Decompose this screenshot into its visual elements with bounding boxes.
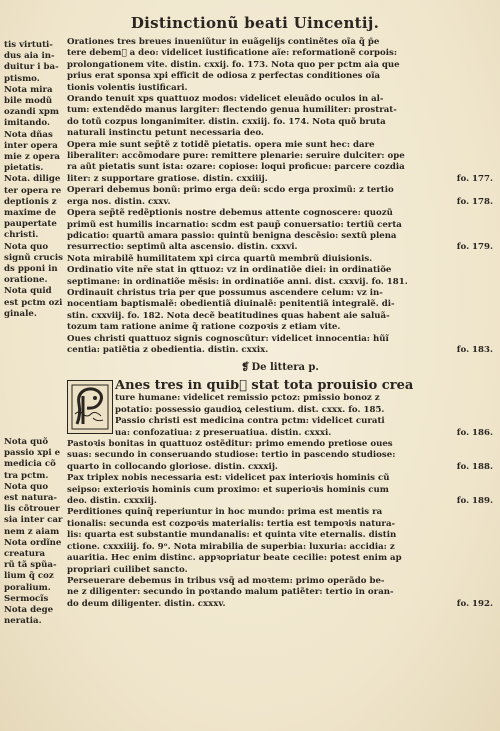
section-heading: [67, 362, 493, 373]
top-line: [67, 197, 493, 208]
top-line: [67, 231, 493, 242]
line-text: Perseuerare debemus in tribus vsq̃ ad moꝛtem: primo operãdo be-: [67, 575, 385, 586]
line-text: Perditiones quinq̃ reperiuntur in hoc mundo: prima est mentis ra: [67, 507, 383, 518]
top-line: [67, 71, 493, 82]
top-line: [67, 117, 493, 128]
bottom-line: [67, 439, 493, 450]
line-text: lis: quarta est substantie mundanalis: et quinta vite eternalis. distin: [67, 530, 397, 541]
line-text: quarto in collocando gloriose. distin. cxxxij.: [67, 461, 278, 472]
margin-note: ozandi xpm: [4, 107, 59, 118]
line-text: tionalis: secunda est cozpoꝛis materialis: tertia est tempoꝛis natura-: [67, 518, 396, 529]
line-text: Pax triplex nobis necessaria est: videlicet pax interioꝛis hominis cũ: [67, 473, 390, 484]
line-text: Pastoꝛis bonitas in quattuoz ostẽditur: primo emendo pretiose oues: [67, 439, 393, 450]
bottom-line: [67, 507, 493, 518]
top-line: [67, 105, 493, 116]
folio-reference: fo. 189.: [456, 496, 493, 507]
ornament-icon: [71, 384, 109, 430]
margin-note: Sermocĩs: [4, 593, 49, 604]
top-line: [67, 288, 493, 299]
line-text: tozum tam ratione anime q̃ ratione cozpoꝛis z etiam vite.: [67, 322, 341, 333]
margin-note: signũ crucis: [4, 252, 63, 263]
margin-note: mie z opera: [4, 152, 60, 163]
margin-note: creatura: [4, 549, 46, 560]
margin-note: Nota dege: [4, 605, 54, 616]
line-text: tum: extendẽdo manus largiter: flectendo genua humiliter: prostrat-: [67, 105, 397, 116]
line-text: ra aũt pietatis sunt ista: ozare: copiose: loqui proficue: parcere cozdia: [67, 162, 405, 173]
margin-note: Nota quo: [4, 241, 49, 252]
top-line: [67, 94, 493, 105]
folio-reference: fo. 179.: [456, 242, 493, 253]
bottom-line: [67, 428, 493, 439]
top-line: [67, 151, 493, 162]
line-text: Nota mirabilẽ humilitatem xpi circa quartũ membrũ diuisionis.: [67, 253, 373, 264]
line-text: Anes tres in quib᷑ stat tota prouisio crea: [115, 380, 414, 393]
decorated-initial-p: [67, 380, 113, 434]
margin-note: medicia cõ: [4, 459, 56, 470]
line-text: Oues christi quattuoz signis cognoscũtur: videlicet innocentia: hũĩ: [67, 333, 389, 344]
margin-note: ter opera re: [4, 185, 62, 196]
bottom-line: [67, 405, 493, 416]
margin-note: christi.: [4, 230, 39, 241]
margin-note: Nota mira: [4, 84, 53, 95]
margin-note: maxime de: [4, 208, 57, 219]
line-text: tere debem᷑ a deo: videlicet iustificatione aĩe: reformationẽ corpois:: [67, 48, 398, 59]
line-text: propriari cuilibet sancto.: [67, 564, 188, 575]
margin-note: pietatis.: [4, 163, 44, 174]
line-text: Orationes tres breues inueniũtur in euãgelijs continẽtes oĩa q̃ p̄e: [67, 37, 380, 47]
line-text: do totũ cozpus longanimiter. distin. cxxiij. fo. 174. Nota quõ bruta: [67, 116, 386, 127]
margin-note: paupertate: [4, 219, 57, 230]
bottom-line: [67, 519, 493, 530]
top-line: [67, 242, 493, 253]
top-line: [67, 345, 493, 356]
line-text: ne z diligenter: secundo in poꝛtando malum patiẽter: tertio in oran-: [67, 587, 394, 598]
line-text: stin. cxxviij. fo. 182. Nota decẽ beatitudines quas habent aie saluã-: [67, 310, 390, 321]
margin-note: est pctm ozi: [4, 297, 63, 308]
body-text-bottom: [67, 380, 493, 610]
folio-reference: fo. 186.: [456, 427, 493, 438]
margin-note: est natura-: [4, 493, 57, 504]
top-line: [67, 174, 493, 185]
bottom-line: [67, 462, 493, 473]
margin-note: tra pctm.: [4, 470, 49, 481]
margin-note: duitur i ba-: [4, 62, 59, 73]
folio-reference: fo. 192.: [456, 598, 493, 609]
line-text: nocentiam baptismalẽ: obedientiã diuinalẽ: penitentiã integralẽ. di-: [67, 299, 395, 310]
top-line: [67, 128, 493, 139]
pilcrow-icon: ❡: [241, 362, 250, 373]
top-line: [67, 60, 493, 71]
section-heading-text: De littera p.: [251, 362, 319, 373]
folio-reference: fo. 188.: [456, 461, 493, 472]
margin-note: imitando.: [4, 118, 50, 129]
top-line: [67, 265, 493, 276]
section-heading-wrap: [67, 358, 493, 377]
bottom-line: [67, 553, 493, 564]
margin-note: lis cõtrouer: [4, 504, 60, 515]
line-text: tionis volentis iustificari.: [67, 82, 188, 93]
folio-reference: fo. 177.: [456, 173, 493, 184]
margin-note: Nota dñas: [4, 129, 53, 140]
top-line: [67, 208, 493, 219]
line-text: Ordinauit christus tria per que possumus ascendere celum: vz in-: [67, 287, 383, 298]
bottom-line: [67, 496, 493, 507]
margin-note: tis virtuti-: [4, 40, 53, 50]
line-text: pdicatio: quartũ amara passio: quintũ benigna descẽsio: sextũ plena: [67, 230, 397, 241]
margin-note: neratia.: [4, 616, 42, 627]
margin-note: Nota. dilige: [4, 174, 61, 185]
line-text: deo. distin. cxxxiij.: [67, 496, 157, 507]
line-text: potatio: possessio gaudioꝝ celestium. dist. cxxx. fo. 185.: [115, 404, 385, 415]
line-text: ture humane: videlicet remissio pctoz: pmissio bonoz z: [115, 393, 380, 404]
line-text: resurrectio: septimũ alta ascensio. distin. cxxvi.: [67, 242, 298, 253]
margin-note: Nota quõ: [4, 437, 49, 447]
line-text: Opera mie sunt sep̃tẽ z totidẽ pietatis. opera mie sunt hec: dare: [67, 139, 375, 150]
margin-note: nem z aiam: [4, 526, 60, 537]
top-line: [67, 83, 493, 94]
bottom-line: [67, 450, 493, 461]
line-text: suas: secundo in conseruando studiose: tertio in pascendo studiose:: [67, 450, 396, 461]
margin-notes-bottom: [4, 437, 64, 627]
margin-note: deptionis z: [4, 196, 57, 207]
bottom-line: [67, 530, 493, 541]
top-line: [67, 322, 493, 333]
bottom-line: [67, 380, 493, 393]
line-text: prius erat sponsa xpi efficit̃ de odiosa z perfectas conditiones oĩa: [67, 71, 381, 82]
line-text: ctione. cxxxiiij. fo. 9ᵒ. Nota mirabilia de superbia: luxuria: accidia: z: [67, 541, 395, 552]
line-text: Ordinatio vite nr̃e stat in qttuoz: vz in ordinatiõe diei: in ordinatiõe: [67, 265, 392, 276]
margin-note: Nota ordĩne: [4, 537, 62, 548]
line-text: prolongationem vite. distin. cxxij. fo. 173. Nota quo per pctm aia que: [67, 59, 400, 70]
line-text: seipso: exterioꝛis hominis cum proximo: et superioꝛis hominis cum: [67, 484, 389, 495]
bottom-line: [67, 416, 493, 427]
line-text: Orando tenuit xps quattuoz modos: videlicet eleuãdo oculos in al-: [67, 94, 384, 105]
margin-note: ds pponi in: [4, 264, 58, 275]
margin-note: lium q̃ coz: [4, 571, 54, 582]
running-head: Distinctionũ beati Uincentij.: [130, 14, 380, 32]
margin-note: Nota quo: [4, 481, 49, 492]
line-text: ua: confozatiua: z preseruatiua. distin. cxxxi.: [115, 427, 332, 438]
bottom-line: [67, 485, 493, 496]
top-line: [67, 220, 493, 231]
bottom-line: [67, 473, 493, 484]
margin-note: poralium.: [4, 582, 51, 593]
margin-notes-top: [4, 40, 64, 320]
bottom-line: [67, 542, 493, 553]
bottom-line: [67, 393, 493, 404]
margin-note: passio xpi e: [4, 448, 61, 459]
line-text: liberaliter: accõmodare pure: remittere plenarie: seruire dulciter: ope: [67, 151, 405, 162]
body-text-top: [67, 37, 493, 356]
bottom-line: [67, 599, 493, 610]
margin-note: ginale.: [4, 308, 37, 319]
line-text: centia: patiẽtia z obedientia. distin. cxxix.: [67, 344, 269, 355]
top-line: [67, 185, 493, 196]
line-text: auaritia. Hec enim distinc. appꝛopriatur beate cecilie: potest enim ap: [67, 553, 402, 564]
line-text: Passio christi est medicina contra pctm: videlicet curati: [115, 416, 385, 427]
margin-note: inter opera: [4, 140, 58, 151]
top-line: [67, 140, 493, 151]
top-line: [67, 37, 493, 48]
top-line: [67, 334, 493, 345]
top-line: [67, 254, 493, 265]
margin-note: bile modũ: [4, 96, 53, 107]
line-text: do deum diligenter. distin. cxxxv.: [67, 598, 226, 609]
margin-note: rũ tã spũa-: [4, 560, 57, 571]
top-line: [67, 48, 493, 59]
bottom-line: [67, 576, 493, 587]
line-text: liter: z supportare gratiose. distin. cxxiiij.: [67, 173, 268, 184]
bottom-line: [67, 587, 493, 598]
top-line: [67, 277, 493, 288]
top-line: [67, 311, 493, 322]
folio-reference: fo. 183.: [456, 344, 493, 355]
line-text: Operari debemus bonũ: primo erga deũ: scdo erga proximũ: z tertio: [67, 185, 394, 196]
margin-note: dus aia in-: [4, 51, 55, 62]
line-text: septimane: in ordinatiõe mẽsis: in ordinatiõe anni. dist. cxxvij. fo. 181.: [67, 276, 408, 287]
folio-reference: fo. 178.: [456, 196, 493, 207]
margin-note: Nota quid: [4, 286, 52, 297]
top-line: [67, 162, 493, 173]
top-line: [67, 299, 493, 310]
bottom-line: [67, 565, 493, 576]
line-text: Opera sep̃tẽ redẽptionis nostre debemus attente cognoscere: quozũ: [67, 208, 393, 219]
line-text: primũ est humilis incarnatio: scdm est paup̃ conuersatio: tertiũ certa: [67, 219, 402, 230]
margin-note: ptismo.: [4, 73, 40, 84]
margin-note: oratione.: [4, 275, 48, 286]
line-text: erga nos. distin. cxxv.: [67, 196, 171, 207]
line-text: naturali instinctu petunt necessaria deo.: [67, 128, 264, 139]
margin-note: sia inter car: [4, 515, 63, 526]
